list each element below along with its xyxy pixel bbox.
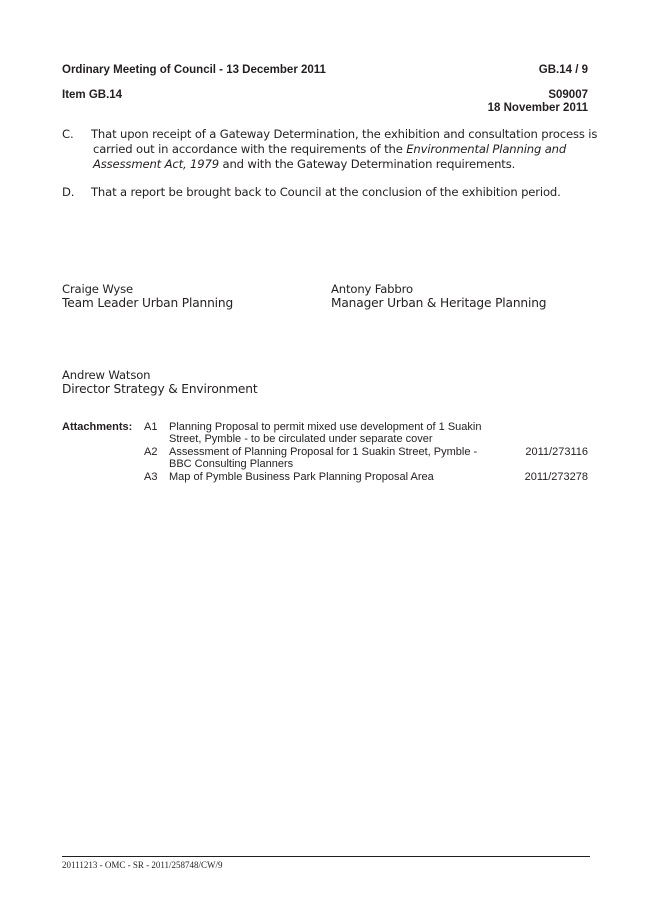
clause-c-line-3 [93, 157, 515, 171]
act-title-part-1: Environmental Planning and [406, 142, 567, 156]
attachment-title-cont: BBC Consulting Planners [169, 458, 294, 470]
attachment-code: A3 [144, 471, 158, 483]
attachment-code: A2 [144, 446, 158, 458]
attachments-label: Attachments: [62, 421, 133, 433]
item-number: Item GB.14 [62, 89, 123, 101]
clause-c-line-1: That upon receipt of a Gateway Determination, the exhibition and consultation process is [91, 127, 598, 141]
signatory-name: Andrew Watson [62, 368, 151, 382]
clause-d-letter: D. [62, 185, 75, 199]
signatory-name: Antony Fabbro [331, 282, 413, 296]
clause-d-line-1: That a report be brought back to Council at the conclusion of the exhibition period. [91, 185, 561, 199]
attachment-title: Map of Pymble Business Park Planning Proposal Area [169, 471, 434, 483]
signatory-title: Team Leader Urban Planning [62, 296, 234, 310]
file-number: S09007 [548, 89, 588, 101]
clause-c-line-2 [93, 142, 566, 156]
signatory-title: Manager Urban & Heritage Planning [331, 296, 547, 310]
attachment-reference: 2011/273116 [525, 446, 588, 458]
clause-c-text: carried out in accordance with the requirements of the [93, 142, 407, 156]
clause-c-letter: C. [62, 127, 74, 141]
report-date: 18 November 2011 [487, 102, 588, 114]
footer-rule [62, 856, 590, 857]
page-reference: GB.14 / 9 [538, 64, 588, 76]
attachment-title: Planning Proposal to permit mixed use development of 1 Suakin [169, 421, 482, 433]
signatory-title: Director Strategy & Environment [62, 382, 258, 396]
footer-reference: 20111213 - OMC - SR - 2011/258748/CW/9 [62, 860, 223, 870]
attachment-code: A1 [144, 421, 158, 433]
signatory-name: Craige Wyse [62, 282, 134, 296]
clause-c-text-end: and with the Gateway Determination requirements. [218, 157, 516, 171]
attachment-title: Assessment of Planning Proposal for 1 Suakin Street, Pymble - [169, 446, 478, 458]
attachment-title-cont: Street, Pymble - to be circulated under separate cover [169, 433, 433, 445]
attachment-reference: 2011/273278 [524, 471, 588, 483]
meeting-title: Ordinary Meeting of Council - 13 December 2011 [62, 64, 326, 76]
act-title-part-2: Assessment Act, 1979 [93, 157, 219, 171]
